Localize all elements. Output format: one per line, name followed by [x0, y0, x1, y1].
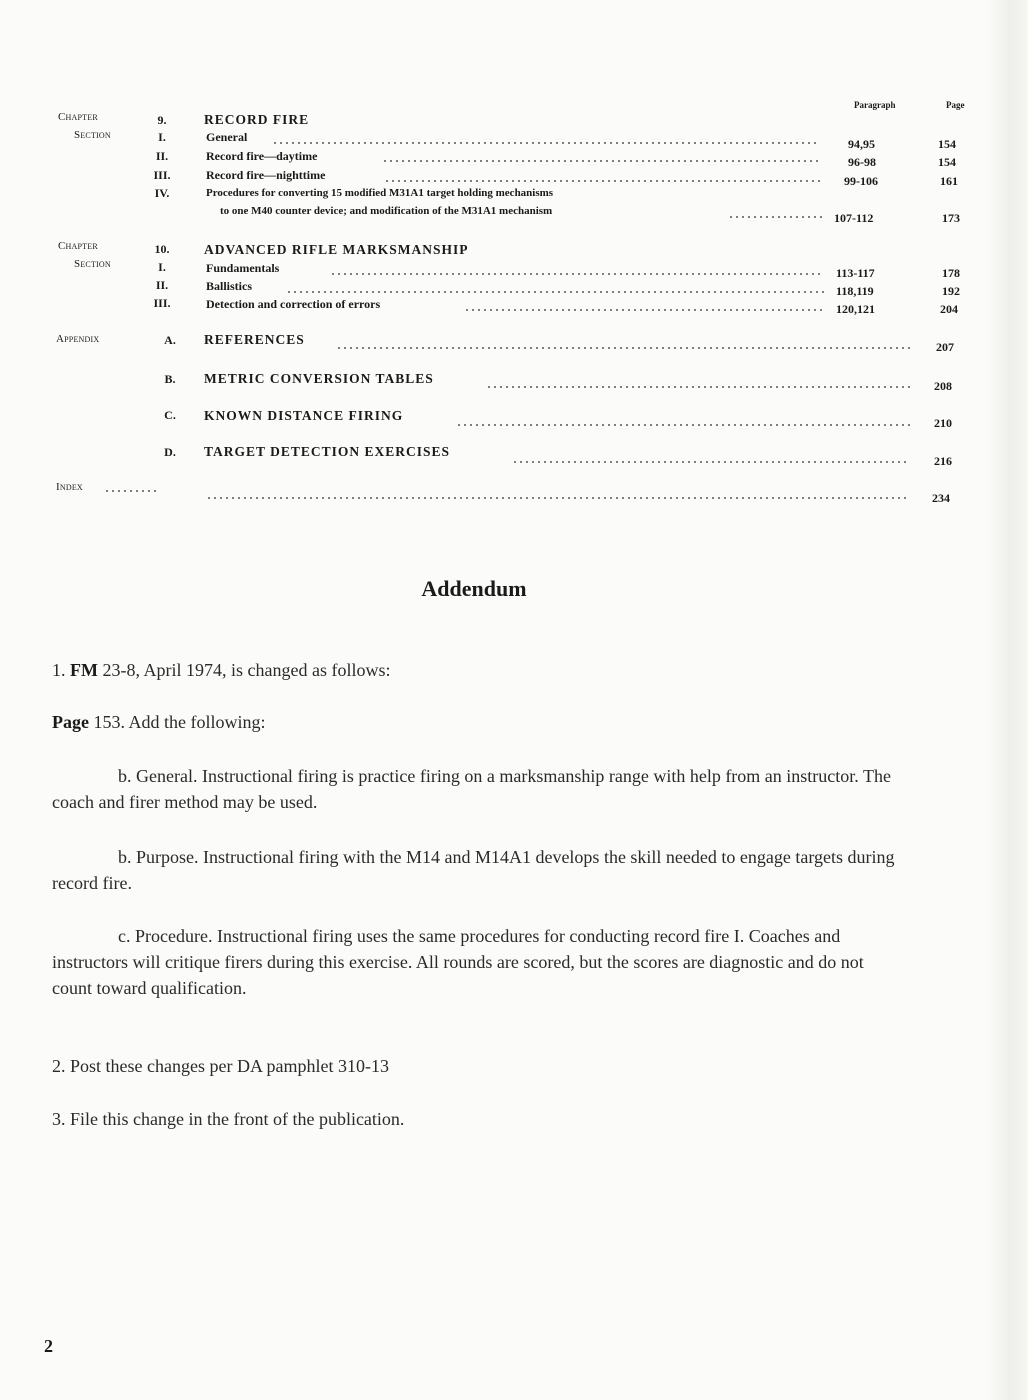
ch9-sec3-num: III. — [153, 168, 171, 182]
leader-dots — [456, 424, 910, 426]
leader-dots — [464, 309, 824, 311]
appendix-b-title: METRIC CONVERSION TABLES — [204, 371, 434, 386]
ch10-sec3-page: 204 — [940, 302, 958, 316]
index-label: Index — [56, 481, 83, 493]
chapter9-title: RECORD FIRE — [204, 112, 310, 127]
appendix-d-letter: D. — [164, 445, 176, 459]
ch9-sec1-title: General — [206, 130, 248, 144]
addendum-page-note — [52, 709, 902, 735]
leader-dots — [486, 386, 910, 388]
col-header-paragraph: Paragraph — [854, 100, 896, 110]
appendix-c-letter: C. — [164, 408, 176, 422]
chapter10-section-label: Section — [74, 258, 111, 270]
ch9-sec1-num: I. — [158, 130, 166, 144]
chapter10-title: ADVANCED RIFLE MARKSMANSHIP — [204, 242, 469, 257]
ch10-sec1-num: I. — [158, 260, 166, 274]
page-note-bold: Page — [52, 712, 89, 732]
paragraph-purpose: b. Purpose. Instructional firing with the M14 and M14A1 develops the skill needed to engage targets during record fire. — [52, 847, 895, 893]
ch9-sec2-num: II. — [155, 149, 169, 163]
leader-dots — [384, 180, 820, 182]
item-1-bold: FM — [70, 660, 98, 680]
chapter9-number: 9. — [157, 113, 167, 127]
leader-dots — [286, 291, 824, 293]
appendix-d-title: TARGET DETECTION EXERCISES — [204, 444, 451, 459]
ch10-sec1-para: 113-117 — [836, 266, 875, 280]
ch10-sec1-page: 178 — [942, 266, 960, 280]
chapter9-label: Chapter — [58, 111, 98, 123]
page-number: 2 — [44, 1336, 53, 1356]
appendix-a-title: REFERENCES — [204, 332, 305, 347]
addendum-title: Addendum — [421, 576, 527, 601]
ch9-sec4-page: 173 — [942, 211, 960, 225]
ch9-sec1-para: 94,95 — [848, 137, 875, 151]
leader-dots — [272, 142, 820, 144]
col-header-page: Page — [946, 100, 965, 110]
item-1-number: 1. — [52, 660, 70, 680]
ch10-sec3-num: III. — [153, 296, 171, 310]
index-page: 234 — [932, 491, 950, 505]
appendix-a-letter: A. — [164, 333, 176, 347]
chapter10-number: 10. — [154, 242, 170, 256]
ch10-sec2-num: II. — [155, 278, 169, 292]
ch10-sec2-para: 118,119 — [836, 284, 874, 298]
appendix-b-letter: B. — [164, 372, 176, 386]
ch9-sec2-title: Record fire—daytime — [206, 149, 318, 163]
ch10-sec1-title: Fundamentals — [206, 261, 280, 275]
appendix-label: Appendix — [56, 333, 100, 345]
leader-dots — [104, 490, 156, 492]
chapter10-label: Chapter — [58, 240, 98, 252]
appendix-a-page: 207 — [936, 340, 954, 354]
paragraph-procedure: c. Procedure. Instructional firing uses the same procedures for conducting record fire I. Coaches and instructors will critique firers during this exercise. All rounds are scored, but the scores are diagnostic and do not count toward qualification. — [52, 926, 864, 998]
ch9-sec4-title: Procedures for converting 15 modified M31A1 target holding mechanisms — [206, 187, 554, 199]
ch10-sec2-page: 192 — [942, 284, 960, 298]
addendum-item-1 — [52, 657, 902, 683]
appendix-c-title: KNOWN DISTANCE FIRING — [204, 408, 404, 423]
ch9-sec4-num: IV. — [154, 186, 170, 200]
leader-dots — [728, 216, 826, 218]
chapter9-section-label: Section — [74, 129, 111, 141]
addendum-item-3: 3. File this change in the front of the publication. — [52, 1109, 405, 1129]
ch10-sec2-title: Ballistics — [206, 279, 253, 293]
leader-dots — [512, 461, 910, 463]
ch9-sec3-title: Record fire—nighttime — [206, 168, 326, 182]
leader-dots — [336, 347, 910, 349]
item-1-text: 23-8, April 1974, is changed as follows: — [97, 660, 391, 680]
ch10-sec3-title: Detection and correction of errors — [206, 297, 381, 311]
leader-dots — [206, 497, 910, 499]
leader-dots — [330, 273, 824, 275]
ch9-sec4-para: 107-112 — [834, 211, 874, 225]
paragraph-general: b. General. Instructional firing is practice firing on a marksmanship range with help from an instructor. The coach and firer method may be used. — [52, 766, 891, 812]
addendum-item-2: 2. Post these changes per DA pamphlet 310-13 — [52, 1056, 389, 1076]
ch9-sec2-page: 154 — [938, 155, 956, 169]
appendix-d-page: 216 — [934, 454, 952, 468]
table-of-contents — [0, 0, 1000, 520]
ch9-sec1-page: 154 — [938, 137, 956, 151]
page-note-text: 153. Add the following: — [88, 712, 266, 732]
leader-dots — [382, 160, 822, 162]
ch10-sec3-para: 120,121 — [836, 302, 875, 316]
ch9-sec3-para: 99-106 — [844, 174, 878, 188]
ch9-sec4-title-line2: to one M40 counter device; and modification of the M31A1 mechanism — [220, 205, 553, 217]
appendix-b-page: 208 — [934, 379, 952, 393]
ch9-sec2-para: 96-98 — [848, 155, 876, 169]
appendix-c-page: 210 — [934, 416, 952, 430]
ch9-sec3-page: 161 — [940, 174, 958, 188]
